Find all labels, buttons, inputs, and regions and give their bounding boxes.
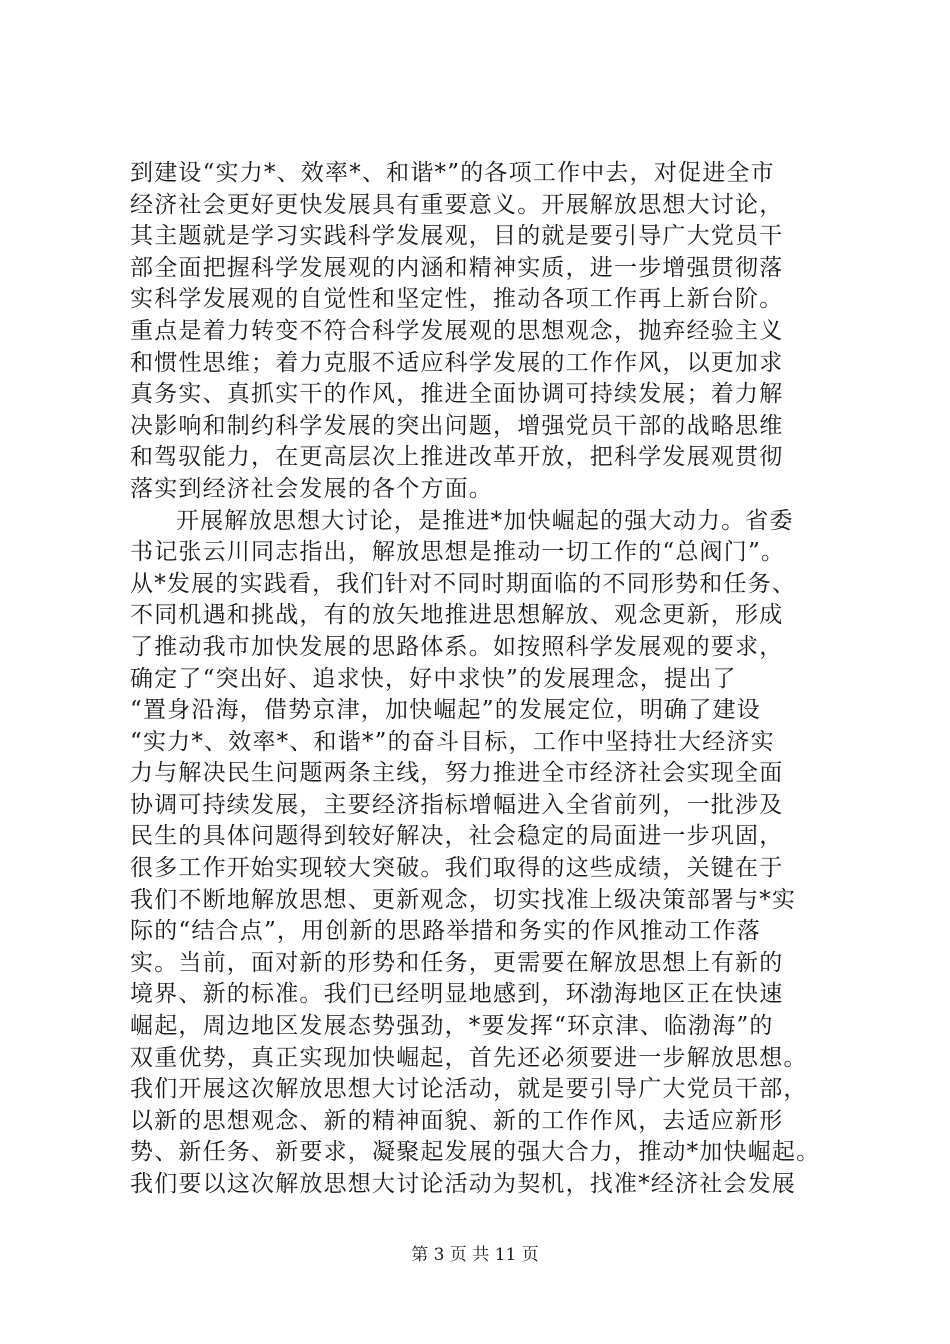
text-line: 双重优势，真正实现加快崛起，首先还必须要进一步解放思想。: [130, 1044, 808, 1071]
text-line: 确定了“突出好、追求快，好中求快”的发展理念，提出了: [130, 665, 737, 692]
text-line: 我们不断地解放思想、更新观念，切实找准上级决策部署与*实: [130, 886, 797, 913]
text-line: 和惯性思维；着力克服不适应科学发展的工作作风，以更加求: [130, 349, 784, 376]
text-line: 真务实、真抓实干的作风，推进全面协调可持续发展；着力解: [130, 381, 784, 408]
text-line: 和驾驭能力，在更高层次上推进改革开放，把科学发展观贯彻: [130, 444, 784, 471]
text-line: 其主题就是学习实践科学发展观，目的就是要引导广大党员干: [130, 223, 784, 250]
text-line: 决影响和制约科学发展的突出问题，增强党员干部的战略思维: [130, 412, 784, 439]
text-line: 落实到经济社会发展的各个方面。: [130, 475, 493, 502]
text-line: 际的“结合点”，用创新的思路举措和务实的作风推动工作落: [130, 918, 761, 945]
text-line: 不同机遇和挑战，有的放矢地推进思想解放、观念更新，形成: [130, 602, 784, 629]
text-line: 从*发展的实践看，我们针对不同时期面临的不同形势和任务、: [130, 570, 797, 597]
text-line: 以新的思想观念、新的精神面貌、新的工作作风，去适应新形: [130, 1107, 784, 1134]
body-text: [130, 158, 850, 1201]
text-line: 我们开展这次解放思想大讨论活动，就是要引导广大党员干部，: [130, 1076, 808, 1103]
text-line: 崛起，周边地区发展态势强劲，*要发挥“环京津、临渤海”的: [130, 1013, 774, 1040]
text-line: 实。当前，面对新的形势和任务，更需要在解放思想上有新的: [130, 949, 784, 976]
text-line: 我们要以这次解放思想大讨论活动为契机，找准*经济社会发展: [130, 1171, 797, 1197]
text-line: 到建设“实力*、效率*、和谐*”的各项工作中去，对促进全市: [130, 160, 775, 186]
text-line: “置身沿海，借势京津，加快崛起”的发展定位，明确了建设: [130, 697, 761, 724]
paragraph-start-line: 开展解放思想大讨论，是推进*加快崛起的强大动力。省委: [176, 507, 794, 534]
text-line: 协调可持续发展，主要经济指标增幅进入全省前列，一批涉及: [130, 791, 784, 818]
text-line: 民生的具体问题得到较好解决，社会稳定的局面进一步巩固，: [130, 823, 784, 850]
text-line: 部全面把握科学发展观的内涵和精神实质，进一步增强贯彻落: [130, 254, 784, 281]
text-line: 实科学发展观的自觉性和坚定性，推动各项工作再上新台阶。: [130, 286, 784, 313]
text-line: “实力*、效率*、和谐*”的奋斗目标，工作中坚持壮大经济实: [130, 728, 775, 755]
text-line: 了推动我市加快发展的思路体系。如按照科学发展观的要求，: [130, 633, 784, 660]
text-line: 重点是着力转变不符合科学发展观的思想观念，抛弃经验主义: [130, 317, 784, 344]
text-line: 书记张云川同志指出，解放思想是推动一切工作的“总阀门”。: [130, 539, 786, 566]
text-line: 势、新任务、新要求，凝聚起发展的强大合力，推动*加快崛起。: [130, 1139, 821, 1166]
page-number-footer: 第 3 页 共 11 页: [411, 1245, 539, 1265]
text-line: 境界、新的标准。我们已经明显地感到，环渤海地区正在快速: [130, 981, 784, 1008]
text-line: 经济社会更好更快发展具有重要意义。开展解放思想大讨论，: [130, 191, 784, 218]
text-line: 很多工作开始实现较大突破。我们取得的这些成绩，关键在于: [130, 855, 784, 882]
text-line: 力与解决民生问题两条主线，努力推进全市经济社会实现全面: [130, 760, 784, 787]
